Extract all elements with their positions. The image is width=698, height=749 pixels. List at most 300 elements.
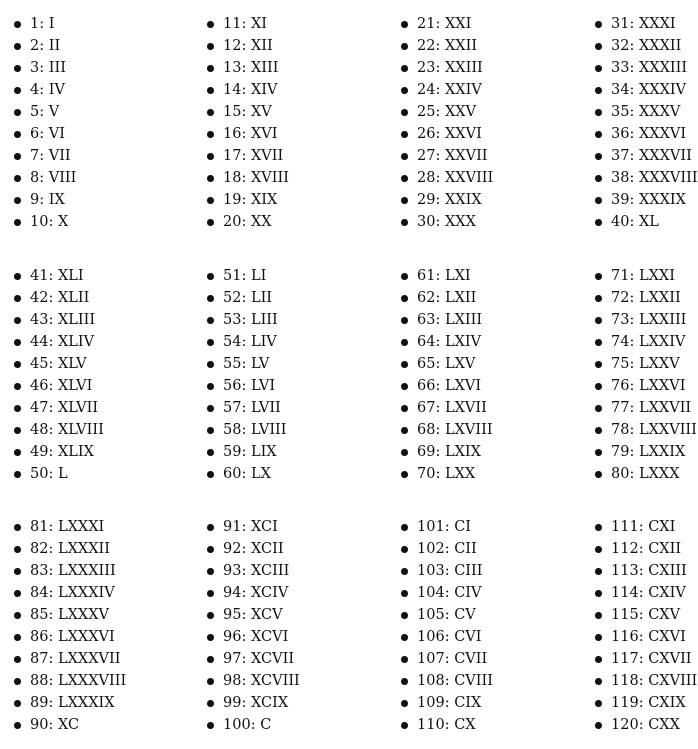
roman-numeral: XXXIV — [638, 82, 687, 98]
roman-numeral: XXVIII — [444, 170, 494, 186]
list-item — [401, 287, 551, 309]
bullet-icon — [14, 295, 21, 302]
list-item — [207, 397, 357, 419]
arabic-number: 95 : — [223, 607, 251, 623]
bullet-icon — [401, 471, 408, 478]
roman-numeral: XXV — [444, 104, 477, 120]
roman-numeral: XXXIII — [638, 60, 688, 76]
bullet-icon — [207, 43, 214, 50]
arabic-number: 33 : — [611, 60, 639, 76]
bullet-icon — [595, 87, 602, 94]
roman-numeral: XXIV — [444, 82, 482, 98]
bullet-icon — [595, 219, 602, 226]
bullet-icon — [14, 109, 21, 116]
roman-numeral: XLII — [57, 290, 90, 306]
roman-numeral: LVI — [250, 378, 276, 394]
arabic-number: 31 : — [611, 16, 639, 32]
arabic-number: 106 : — [417, 629, 454, 645]
list-item — [207, 419, 357, 441]
bullet-icon — [207, 153, 214, 160]
list-item — [207, 35, 357, 57]
list-item — [14, 560, 164, 582]
arabic-number: 96 : — [223, 629, 251, 645]
bullet-icon — [207, 339, 214, 346]
list-item — [595, 626, 698, 648]
roman-numeral: CXIX — [648, 695, 686, 711]
roman-numeral: LXIV — [444, 334, 482, 350]
list-item — [14, 604, 164, 626]
list-item — [401, 692, 551, 714]
bullet-icon — [401, 568, 408, 575]
arabic-number: 91 : — [223, 519, 251, 535]
roman-numeral: LXXIV — [638, 334, 686, 350]
list-item — [14, 375, 164, 397]
arabic-number: 30 : — [417, 214, 445, 230]
roman-numeral: XIX — [250, 192, 278, 208]
roman-numeral: LXV — [444, 356, 476, 372]
bullet-icon — [14, 405, 21, 412]
roman-numeral: XXIII — [444, 60, 483, 76]
list-item — [14, 167, 164, 189]
arabic-number: 18 : — [223, 170, 251, 186]
arabic-number: 98 : — [223, 673, 251, 689]
bullet-icon — [14, 427, 21, 434]
roman-numeral: VII — [48, 148, 71, 164]
roman-numeral: LXX — [444, 466, 476, 482]
roman-numeral: XXVII — [444, 148, 488, 164]
arabic-number: 37 : — [611, 148, 639, 164]
arabic-number: 54 : — [223, 334, 251, 350]
roman-numeral: CXVII — [648, 651, 692, 667]
arabic-number: 61 : — [417, 268, 445, 284]
arabic-number: 56 : — [223, 378, 251, 394]
arabic-number: 27 : — [417, 148, 445, 164]
arabic-number: 107 : — [417, 651, 454, 667]
list-item — [595, 309, 698, 331]
bullet-icon — [207, 700, 214, 707]
arabic-number: 74 : — [611, 334, 639, 350]
list-item — [14, 648, 164, 670]
bullet-icon — [14, 590, 21, 597]
arabic-number: 101 : — [417, 519, 454, 535]
bullet-icon — [14, 383, 21, 390]
arabic-number: 28 : — [417, 170, 445, 186]
arabic-number: 97 : — [223, 651, 251, 667]
arabic-number: 83 : — [30, 563, 58, 579]
bullet-icon — [14, 634, 21, 641]
bullet-icon — [401, 656, 408, 663]
roman-numeral: CVIII — [454, 673, 493, 689]
bullet-icon — [14, 339, 21, 346]
list-item — [207, 353, 357, 375]
bullet-icon — [207, 634, 214, 641]
bullet-icon — [595, 590, 602, 597]
arabic-number: 40 : — [611, 214, 639, 230]
arabic-number: 57 : — [223, 400, 251, 416]
roman-numeral: XXVI — [444, 126, 482, 142]
roman-numeral: LXXXIV — [57, 585, 115, 601]
bullet-icon — [595, 546, 602, 553]
list-item — [401, 516, 551, 538]
arabic-number: 36 : — [611, 126, 639, 142]
arabic-number: 81 : — [30, 519, 58, 535]
arabic-number: 112 : — [611, 541, 648, 557]
roman-numeral: XLIII — [57, 312, 96, 328]
roman-numeral: LXXXVI — [57, 629, 115, 645]
bullet-icon — [207, 449, 214, 456]
bullet-icon — [14, 219, 21, 226]
arabic-number: 19 : — [223, 192, 251, 208]
roman-numeral: L — [57, 466, 68, 482]
bullet-icon — [595, 197, 602, 204]
arabic-number: 29 : — [417, 192, 445, 208]
arabic-number: 87 : — [30, 651, 58, 667]
list-item — [207, 582, 357, 604]
arabic-number: 120 : — [611, 717, 648, 733]
arabic-number: 75 : — [611, 356, 639, 372]
arabic-number: 109 : — [417, 695, 454, 711]
bullet-icon — [401, 153, 408, 160]
roman-numeral: LXIX — [444, 444, 481, 460]
arabic-number: 39 : — [611, 192, 639, 208]
roman-numeral: VI — [48, 126, 65, 142]
list-item — [401, 648, 551, 670]
list-item — [401, 375, 551, 397]
arabic-number: 104 : — [417, 585, 454, 601]
list-item — [14, 538, 164, 560]
list-item — [207, 714, 357, 736]
list-item — [595, 670, 698, 692]
bullet-icon — [207, 722, 214, 729]
list-item — [207, 331, 357, 353]
bullet-icon — [595, 131, 602, 138]
arabic-number: 117 : — [611, 651, 648, 667]
bullet-icon — [207, 273, 214, 280]
list-item — [595, 714, 698, 736]
roman-numeral: CII — [454, 541, 477, 557]
bullet-icon — [595, 273, 602, 280]
arabic-number: 116 : — [611, 629, 648, 645]
roman-numeral: CXX — [648, 717, 680, 733]
roman-numeral: LXXIII — [638, 312, 687, 328]
arabic-number: 99 : — [223, 695, 251, 711]
roman-numeral: LXXXVII — [57, 651, 121, 667]
bullet-icon — [401, 197, 408, 204]
bullet-icon — [401, 449, 408, 456]
roman-numeral: CXIV — [648, 585, 686, 601]
bullet-icon — [207, 175, 214, 182]
bullet-icon — [595, 634, 602, 641]
arabic-number: 43 : — [30, 312, 58, 328]
roman-numeral: III — [48, 60, 66, 76]
list-item — [207, 441, 357, 463]
list-item — [595, 287, 698, 309]
roman-numeral: XIII — [250, 60, 279, 76]
roman-numeral: XXXVIII — [638, 170, 698, 186]
list-item — [401, 604, 551, 626]
list-item — [595, 123, 698, 145]
arabic-number: 63 : — [417, 312, 445, 328]
arabic-number: 25 : — [417, 104, 445, 120]
roman-numeral: CXII — [648, 541, 682, 557]
bullet-icon — [595, 524, 602, 531]
roman-numeral: XCV — [250, 607, 283, 623]
roman-numeral: XXI — [444, 16, 472, 32]
roman-numeral: CXVI — [648, 629, 686, 645]
roman-numeral: LXVII — [444, 400, 487, 416]
list-item — [207, 538, 357, 560]
list-item — [401, 397, 551, 419]
list-item — [207, 167, 357, 189]
roman-numeral: XCII — [250, 541, 284, 557]
bullet-icon — [14, 656, 21, 663]
arabic-number: 113 : — [611, 563, 648, 579]
roman-numeral: LXVIII — [444, 422, 493, 438]
roman-numeral: LXIII — [444, 312, 483, 328]
list-item — [595, 353, 698, 375]
roman-numeral: XLV — [57, 356, 87, 372]
list-item — [595, 397, 698, 419]
bullet-icon — [14, 43, 21, 50]
list-item — [207, 375, 357, 397]
roman-numeral: LXII — [444, 290, 477, 306]
roman-numeral: CI — [454, 519, 472, 535]
arabic-number: 76 : — [611, 378, 639, 394]
arabic-number: 11 : — [223, 16, 251, 32]
arabic-number: 73 : — [611, 312, 639, 328]
bullet-icon — [14, 317, 21, 324]
list-item — [401, 353, 551, 375]
list-item — [595, 648, 698, 670]
arabic-number: 20 : — [223, 214, 251, 230]
bullet-icon — [207, 568, 214, 575]
list-column-1-40-col1 — [14, 13, 164, 233]
bullet-icon — [14, 524, 21, 531]
roman-numeral: XXXVI — [638, 126, 687, 142]
arabic-number: 41 : — [30, 268, 58, 284]
bullet-icon — [207, 109, 214, 116]
arabic-number: 47 : — [30, 400, 58, 416]
arabic-number: 66 : — [417, 378, 445, 394]
bullet-icon — [14, 21, 21, 28]
roman-numeral: XLI — [57, 268, 84, 284]
roman-numeral: LXXXV — [57, 607, 110, 623]
list-item — [207, 13, 357, 35]
bullet-icon — [401, 524, 408, 531]
bullet-icon — [207, 219, 214, 226]
arabic-number: 53 : — [223, 312, 251, 328]
roman-numeral: X — [57, 214, 69, 230]
bullet-icon — [14, 273, 21, 280]
bullet-icon — [207, 612, 214, 619]
bullet-icon — [595, 109, 602, 116]
arabic-number: 12 : — [223, 38, 251, 54]
bullet-icon — [595, 656, 602, 663]
arabic-number: 44 : — [30, 334, 58, 350]
bullet-icon — [595, 427, 602, 434]
list-item — [207, 309, 357, 331]
arabic-number: 42 : — [30, 290, 58, 306]
roman-numeral: V — [48, 104, 60, 120]
bullet-icon — [14, 568, 21, 575]
list-item — [14, 309, 164, 331]
roman-numeral: XCIII — [250, 563, 290, 579]
bullet-icon — [401, 546, 408, 553]
bullet-icon — [595, 678, 602, 685]
bullet-icon — [207, 131, 214, 138]
list-item — [595, 79, 698, 101]
bullet-icon — [595, 722, 602, 729]
list-item — [207, 287, 357, 309]
list-item — [401, 714, 551, 736]
arabic-number: 100 : — [223, 717, 260, 733]
list-item — [401, 101, 551, 123]
arabic-number: 3 : — [30, 60, 49, 76]
bullet-icon — [14, 678, 21, 685]
list-item — [207, 692, 357, 714]
roman-numeral: XC — [57, 717, 80, 733]
arabic-number: 86 : — [30, 629, 58, 645]
arabic-number: 16 : — [223, 126, 251, 142]
arabic-number: 49 : — [30, 444, 58, 460]
roman-numeral: VIII — [48, 170, 77, 186]
bullet-icon — [207, 427, 214, 434]
list-item — [595, 419, 698, 441]
list-item — [595, 101, 698, 123]
list-item — [595, 13, 698, 35]
arabic-number: 9 : — [30, 192, 49, 208]
roman-numeral: LXXXII — [57, 541, 111, 557]
arabic-number: 58 : — [223, 422, 251, 438]
arabic-number: 21 : — [417, 16, 445, 32]
list-item — [595, 167, 698, 189]
list-item — [207, 145, 357, 167]
list-item — [401, 145, 551, 167]
roman-numeral: XCVIII — [250, 673, 300, 689]
arabic-number: 50 : — [30, 466, 58, 482]
bullet-icon — [401, 612, 408, 619]
list-item — [401, 13, 551, 35]
roman-numeral: LXXXI — [57, 519, 105, 535]
arabic-number: 15 : — [223, 104, 251, 120]
bullet-icon — [401, 65, 408, 72]
arabic-number: 13 : — [223, 60, 251, 76]
roman-numeral: XLVII — [57, 400, 99, 416]
roman-numeral: XCI — [250, 519, 278, 535]
list-item — [14, 714, 164, 736]
list-column-41-80-col4 — [595, 265, 698, 485]
list-column-81-120-col4 — [595, 516, 698, 736]
roman-numeral: XCVI — [250, 629, 289, 645]
list-item — [401, 560, 551, 582]
bullet-icon — [401, 43, 408, 50]
arabic-number: 78 : — [611, 422, 639, 438]
roman-numeral: XL — [638, 214, 659, 230]
arabic-number: 89 : — [30, 695, 58, 711]
list-item — [401, 582, 551, 604]
bullet-icon — [401, 131, 408, 138]
list-column-1-40-col2 — [207, 13, 357, 233]
list-item — [207, 211, 357, 233]
list-item — [401, 123, 551, 145]
arabic-number: 35 : — [611, 104, 639, 120]
bullet-icon — [595, 295, 602, 302]
arabic-number: 22 : — [417, 38, 445, 54]
roman-numeral: LXVI — [444, 378, 482, 394]
roman-numeral: XIV — [250, 82, 278, 98]
arabic-number: 45 : — [30, 356, 58, 372]
roman-numeral: CXV — [648, 607, 681, 623]
bullet-icon — [401, 405, 408, 412]
bullet-icon — [595, 43, 602, 50]
list-item — [595, 331, 698, 353]
list-item — [595, 516, 698, 538]
list-item — [14, 516, 164, 538]
bullet-icon — [401, 21, 408, 28]
arabic-number: 4 : — [30, 82, 49, 98]
arabic-number: 60 : — [223, 466, 251, 482]
roman-numeral: C — [260, 717, 272, 733]
roman-numeral: I — [48, 16, 55, 32]
list-item — [401, 167, 551, 189]
bullet-icon — [207, 317, 214, 324]
bullet-icon — [14, 546, 21, 553]
bullet-icon — [14, 471, 21, 478]
bullet-icon — [207, 361, 214, 368]
list-column-41-80-col2 — [207, 265, 357, 485]
arabic-number: 48 : — [30, 422, 58, 438]
list-item — [595, 57, 698, 79]
list-item — [14, 287, 164, 309]
roman-numeral: XX — [250, 214, 272, 230]
roman-numeral: XLVI — [57, 378, 93, 394]
list-item — [595, 265, 698, 287]
roman-numeral: LXXVI — [638, 378, 686, 394]
list-column-81-120-col3 — [401, 516, 551, 736]
roman-numeral: XLIV — [57, 334, 95, 350]
bullet-icon — [595, 153, 602, 160]
list-item — [401, 538, 551, 560]
list-item — [207, 560, 357, 582]
roman-numeral: IX — [48, 192, 65, 208]
arabic-number: 51 : — [223, 268, 251, 284]
bullet-icon — [401, 634, 408, 641]
list-item — [207, 463, 357, 485]
list-item — [401, 626, 551, 648]
list-item — [14, 692, 164, 714]
roman-numeral: IV — [48, 82, 65, 98]
arabic-number: 8 : — [30, 170, 49, 186]
list-item — [207, 123, 357, 145]
bullet-icon — [14, 722, 21, 729]
arabic-number: 82 : — [30, 541, 58, 557]
bullet-icon — [595, 612, 602, 619]
roman-numeral: XV — [250, 104, 272, 120]
list-item — [14, 57, 164, 79]
arabic-number: 38 : — [611, 170, 639, 186]
list-item — [401, 79, 551, 101]
bullet-icon — [207, 590, 214, 597]
bullet-icon — [401, 427, 408, 434]
list-item — [401, 463, 551, 485]
bullet-icon — [14, 612, 21, 619]
arabic-number: 85 : — [30, 607, 58, 623]
roman-numeral: LXXI — [638, 268, 675, 284]
arabic-number: 69 : — [417, 444, 445, 460]
list-item — [401, 419, 551, 441]
roman-numeral: CVII — [454, 651, 488, 667]
bullet-icon — [595, 21, 602, 28]
